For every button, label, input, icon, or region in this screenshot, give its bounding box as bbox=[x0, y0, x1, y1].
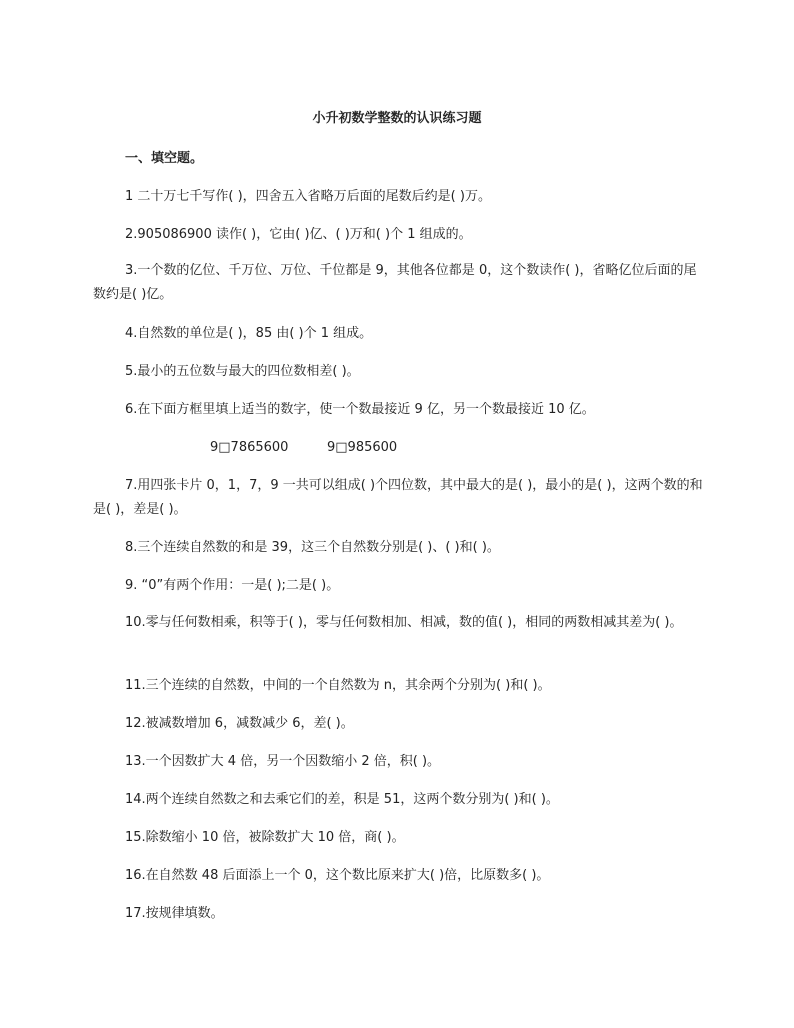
question-13: 13.一个因数扩大 4 倍，另一个因数缩小 2 倍，积( )。 bbox=[125, 754, 441, 769]
question-5: 5.最小的五位数与最大的四位数相差( )。 bbox=[125, 364, 360, 379]
question-1: 1 二十万七千写作( )，四舍五入省略万后面的尾数后约是( )万。 bbox=[125, 189, 491, 204]
question-2: 2.905086900 读作( )，它由( )亿、( )万和( )个 1 组成的。 bbox=[125, 227, 472, 242]
question-10: 10.零与任何数相乘，积等于( )，零与任何数相加、相减，数的值( )，相同的两数相减其差为( )。 bbox=[125, 615, 683, 630]
section-heading: 一、填空题。 bbox=[125, 151, 204, 166]
question-11: 11.三个连续的自然数，中间的一个自然数为 n，其余两个分别为( )和( )。 bbox=[125, 678, 551, 693]
question-6-number-a: 9□7865600 bbox=[210, 440, 289, 455]
question-14: 14.两个连续自然数之和去乘它们的差，积是 51，这两个数分别为( )和( )。 bbox=[125, 792, 559, 807]
page-title: 小升初数学整数的认识练习题 bbox=[312, 111, 482, 126]
question-17: 17.按规律填数。 bbox=[125, 906, 224, 921]
question-8: 8.三个连续自然数的和是 39，这三个自然数分别是( )、( )和( )。 bbox=[125, 540, 500, 555]
question-3: 3.一个数的亿位、千万位、万位、千位都是 9，其他各位都是 0，这个数读作( )，省略亿位后面的尾数约是( )亿。 bbox=[93, 263, 697, 302]
question-16: 16.在自然数 48 后面添上一个 0，这个数比原来扩大( )倍，比原数多( )。 bbox=[125, 868, 550, 883]
question-6: 6.在下面方框里填上适当的数字，使一个数最接近 9 亿，另一个数最接近 10 亿。 bbox=[125, 402, 595, 417]
question-12: 12.被减数增加 6，减数减少 6，差( )。 bbox=[125, 716, 354, 731]
question-15: 15.除数缩小 10 倍，被除数扩大 10 倍，商( )。 bbox=[125, 830, 405, 845]
question-7: 7.用四张卡片 0，1，7，9 一共可以组成( )个四位数，其中最大的是( )，最小的是( )，这两个数的和是( )，差是( )。 bbox=[93, 478, 703, 517]
question-6-number-b: 9□985600 bbox=[327, 440, 398, 455]
question-4: 4.自然数的单位是( )，85 由( )个 1 组成。 bbox=[125, 326, 373, 341]
question-9: 9. “0”有两个作用：一是( );二是( )。 bbox=[125, 578, 340, 593]
